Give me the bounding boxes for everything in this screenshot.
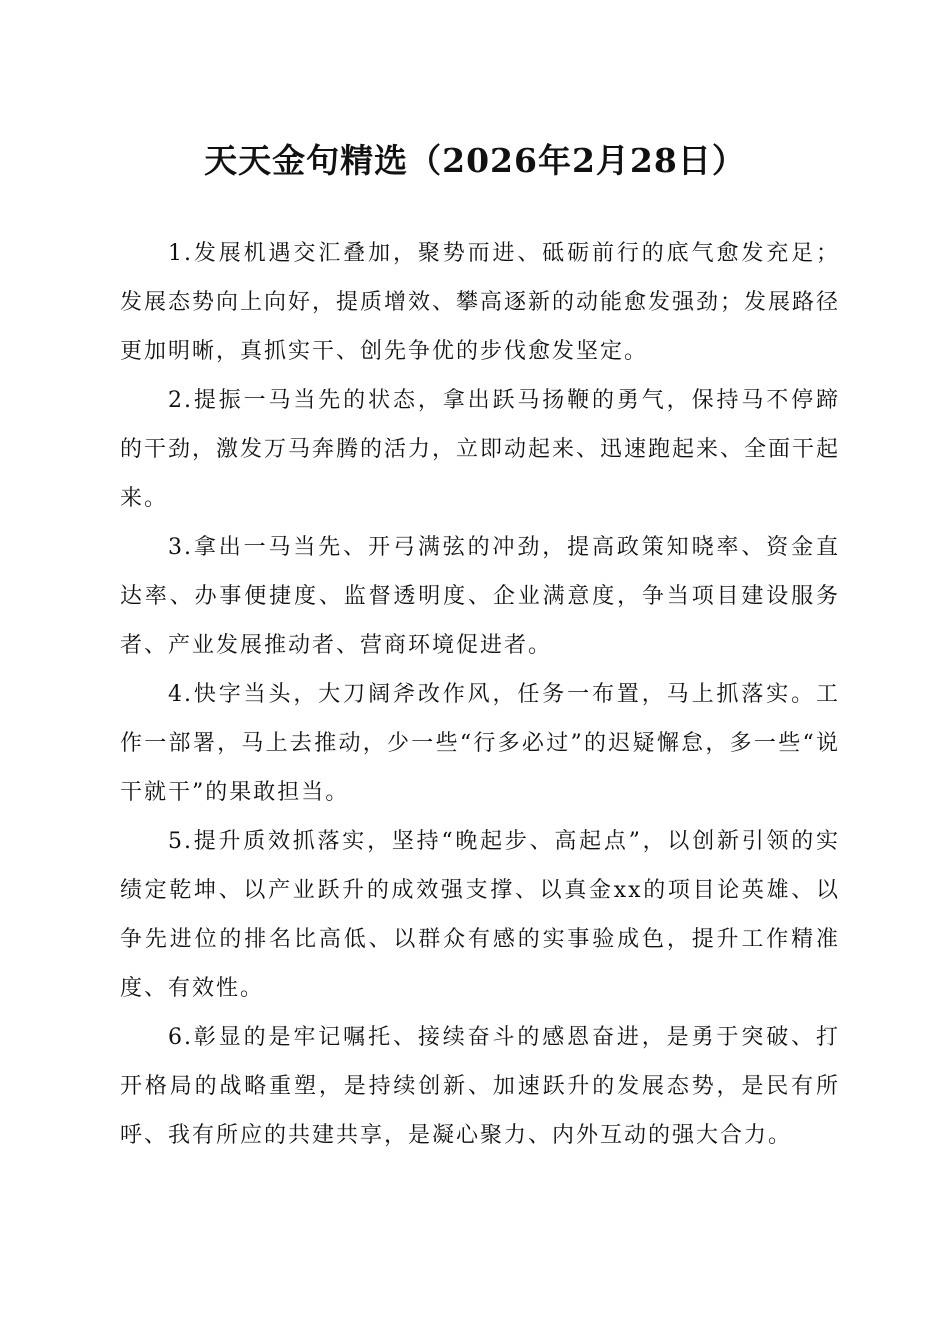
paragraph-6: 6.彰显的是牢记嘱托、接续奋斗的感恩奋进，是勇于突破、打开格局的战略重塑，是持续创新、加速跃升的发展态势，是民有所呼、我有所应的共建共享，是凝心聚力、内外互动的强大合力。	[120, 1025, 840, 1148]
paragraph-3: 3.拿出一马当先、开弓满弦的冲劲，提高政策知晓率、资金直达率、办事便捷度、监督透明度、企业满意度，争当项目建设服务者、产业发展推动者、营商环境促进者。	[120, 535, 840, 658]
document-body	[120, 229, 840, 1160]
paragraph-2: 2.提振一马当先的状态，拿出跃马扬鞭的勇气，保持马不停蹄的干劲，激发万马奔腾的活力，立即动起来、迅速跑起来、全面干起来。	[120, 388, 841, 511]
paragraph-4: 4.快字当头，大刀阔斧改作风，任务一布置，马上抓落实。工作一部署，马上去推动，少一些“行多必过”的迟疑懈怠，多一些“说干就干”的果敢担当。	[120, 682, 840, 805]
paragraph-1: 1.发展机遇交汇叠加，聚势而进、砥砺前行的底气愈发充足；发展态势向上向好，提质增效、攀高逐新的动能愈发强劲；发展路径更加明晰，真抓实干、创先争优的步伐愈发坚定。	[120, 241, 841, 364]
document-title: 天天金句精选（2026年2月28日）	[204, 141, 746, 180]
paragraph-5: 5.提升质效抓落实，坚持“晚起步、高起点”，以创新引领的实绩定乾坤、以产业跃升的成效强支撑、以真金xx的项目论英雄、以争先进位的排名比高低、以群众有感的实事验成色，提升工作精准度、有效性。	[120, 829, 840, 1001]
